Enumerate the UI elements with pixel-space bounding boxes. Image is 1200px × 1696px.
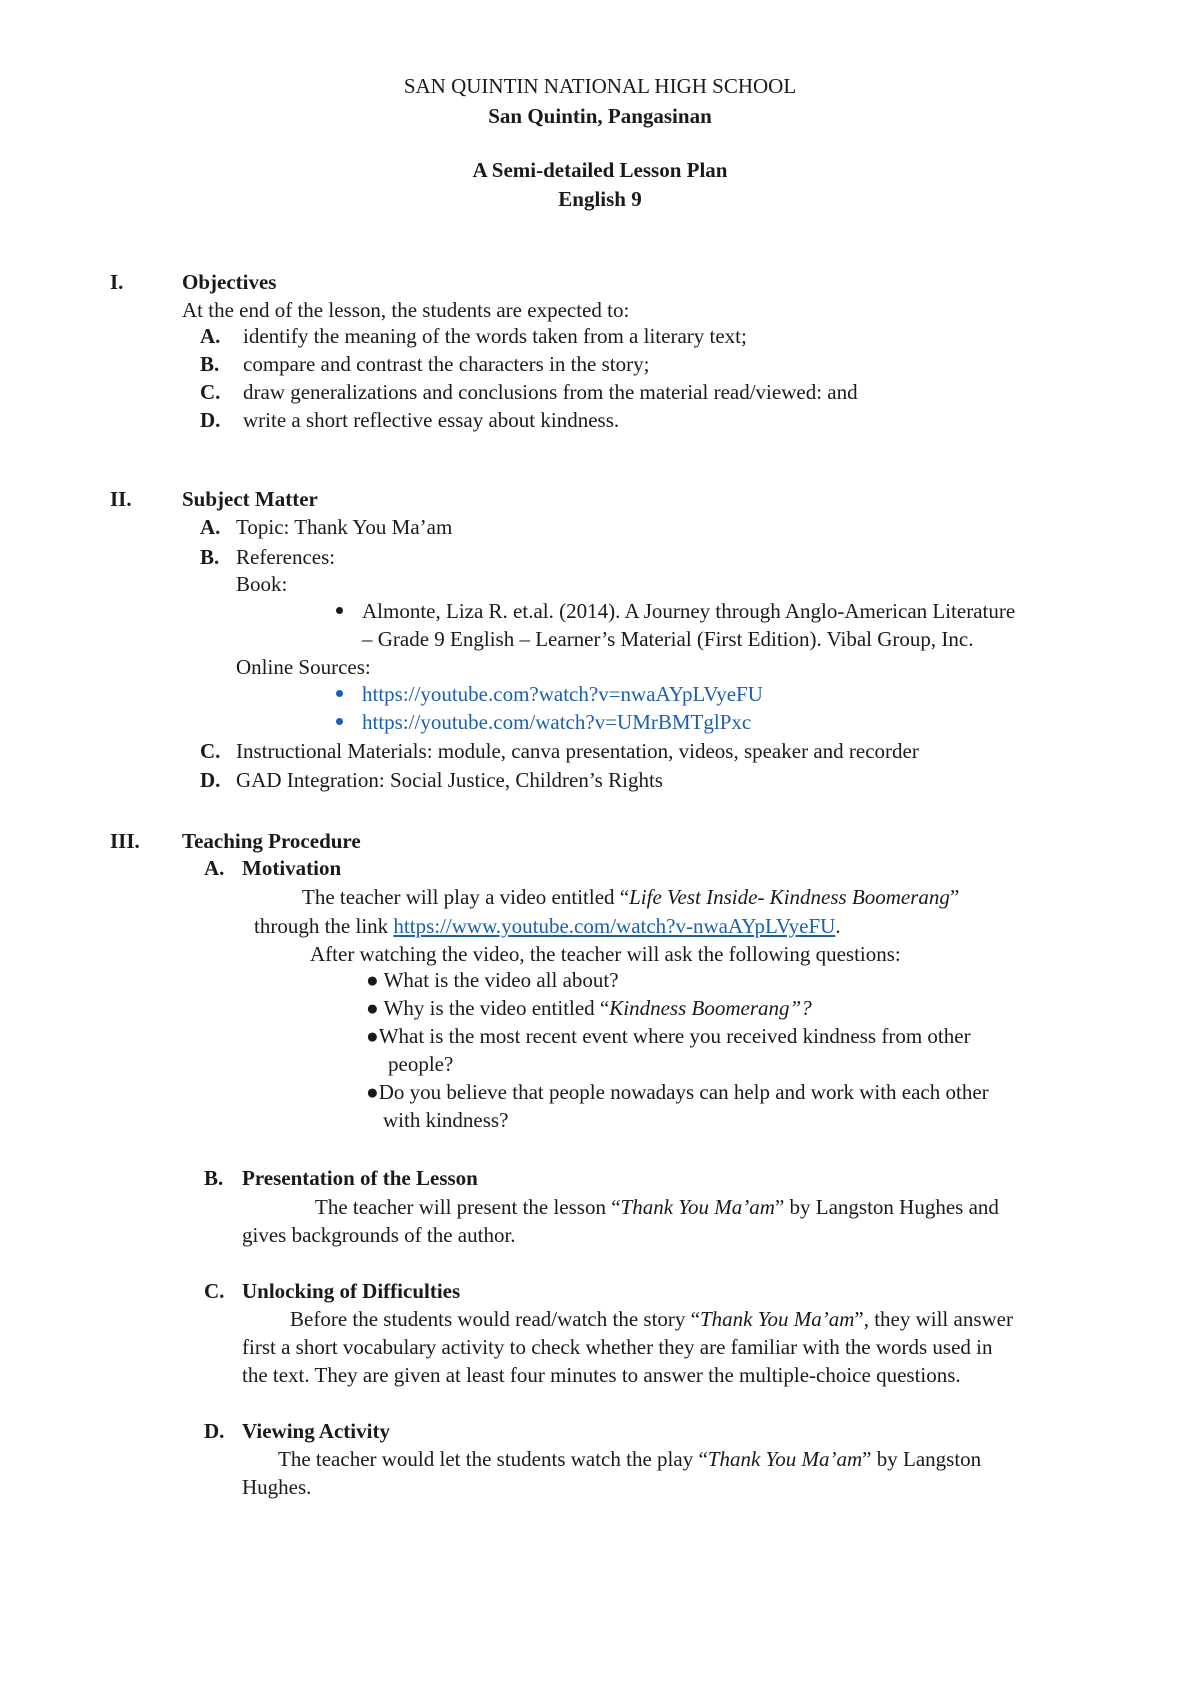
unlocking-line: first a short vocabulary activity to check whether they are familiar with the words used in — [242, 1335, 993, 1359]
viewing-line: The teacher would let the students watch the play “Thank You Ma’am” by Langston — [278, 1447, 982, 1471]
subject-title: English 9 — [558, 187, 642, 211]
document-title: A Semi-detailed Lesson Plan — [472, 158, 728, 182]
references-label: References: — [236, 545, 336, 569]
question-item: ● Why is the video entitled “Kindness Boomerang”? — [366, 996, 812, 1020]
bullet-icon: ● — [366, 1080, 379, 1104]
objective-letter: C. — [200, 380, 221, 404]
gad-integration: GAD Integration: Social Justice, Children’s Rights — [236, 768, 663, 792]
section-number-subject-matter: II. — [110, 487, 132, 511]
motivation-line: The teacher will play a video entitled “Life Vest Inside- Kindness Boomerang” — [302, 885, 960, 909]
motivation-line: After watching the video, the teacher will ask the following questions: — [310, 942, 901, 966]
unlocking-line: the text. They are given at least four minutes to answer the multiple-choice questions. — [242, 1363, 961, 1387]
motivation-title: Motivation — [242, 856, 342, 880]
objective-letter: A. — [200, 324, 221, 348]
unlocking-title: Unlocking of Difficulties — [242, 1279, 461, 1303]
bullet-icon: ● — [366, 1024, 379, 1048]
subject-letter: D. — [200, 768, 221, 792]
question-item-continuation: people? — [388, 1052, 454, 1076]
objective-text: identify the meaning of the words taken from a literary text; — [243, 324, 747, 348]
question-item: ●What is the most recent event where you received kindness from other — [366, 1024, 971, 1048]
subject-letter: C. — [200, 739, 221, 763]
question-item: ● What is the video all about? — [366, 968, 619, 992]
presentation-line: gives backgrounds of the author. — [242, 1223, 516, 1247]
subject-letter: B. — [200, 545, 220, 569]
school-name: SAN QUINTIN NATIONAL HIGH SCHOOL — [403, 74, 797, 98]
section-number-procedure: III. — [110, 829, 140, 853]
objective-letter: B. — [200, 352, 220, 376]
procedure-letter: B. — [204, 1166, 224, 1190]
objective-text: compare and contrast the characters in the story; — [243, 352, 650, 376]
viewing-line: Hughes. — [242, 1475, 312, 1499]
procedure-letter: C. — [204, 1279, 225, 1303]
bullet-icon — [336, 718, 343, 725]
objectives-intro: At the end of the lesson, the students are expected to: — [182, 298, 630, 322]
online-source-link[interactable]: https://youtube.com/watch?v=UMrBMTglPxc — [362, 710, 752, 734]
section-title-subject-matter: Subject Matter — [182, 487, 318, 511]
motivation-line: through the link https://www.youtube.com/watch?v-nwaAYpLVyeFU. — [254, 914, 841, 938]
question-item-continuation: with kindness? — [383, 1108, 509, 1132]
video-link[interactable]: https://www.youtube.com/watch?v-nwaAYpLVyeFU — [393, 914, 836, 938]
objective-letter: D. — [200, 408, 221, 432]
bullet-icon — [336, 607, 343, 614]
online-source-link[interactable]: https://youtube.com?watch?v=nwaAYpLVyeFU — [362, 682, 763, 706]
presentation-title: Presentation of the Lesson — [242, 1166, 478, 1190]
section-number-objectives: I. — [110, 270, 124, 294]
procedure-letter: D. — [204, 1419, 225, 1443]
bullet-icon: ● — [366, 996, 384, 1020]
bullet-icon: ● — [366, 968, 384, 992]
book-label: Book: — [236, 572, 288, 596]
unlocking-line: Before the students would read/watch the story “Thank You Ma’am”, they will answer — [290, 1307, 1013, 1331]
book-reference-line1: Almonte, Liza R. et.al. (2014). A Journey through Anglo-American Literature — [362, 599, 1016, 623]
school-location: San Quintin, Pangasinan — [488, 104, 712, 128]
section-title-procedure: Teaching Procedure — [182, 829, 361, 853]
online-sources-label: Online Sources: — [236, 655, 371, 679]
subject-letter: A. — [200, 515, 221, 539]
book-reference-line2: – Grade 9 English – Learner’s Material (First Edition). Vibal Group, Inc. — [362, 627, 974, 651]
objective-text: write a short reflective essay about kindness. — [243, 408, 620, 432]
procedure-letter: A. — [204, 856, 225, 880]
instructional-materials: Instructional Materials: module, canva presentation, videos, speaker and recorder — [236, 739, 919, 763]
presentation-line: The teacher will present the lesson “Thank You Ma’am” by Langston Hughes and — [315, 1195, 999, 1219]
topic-text: Topic: Thank You Ma’am — [236, 515, 453, 539]
viewing-title: Viewing Activity — [242, 1419, 390, 1443]
section-title-objectives: Objectives — [182, 270, 277, 294]
bullet-icon — [336, 690, 343, 697]
question-item: ●Do you believe that people nowadays can help and work with each other — [366, 1080, 989, 1104]
objective-text: draw generalizations and conclusions from the material read/viewed: and — [243, 380, 858, 404]
